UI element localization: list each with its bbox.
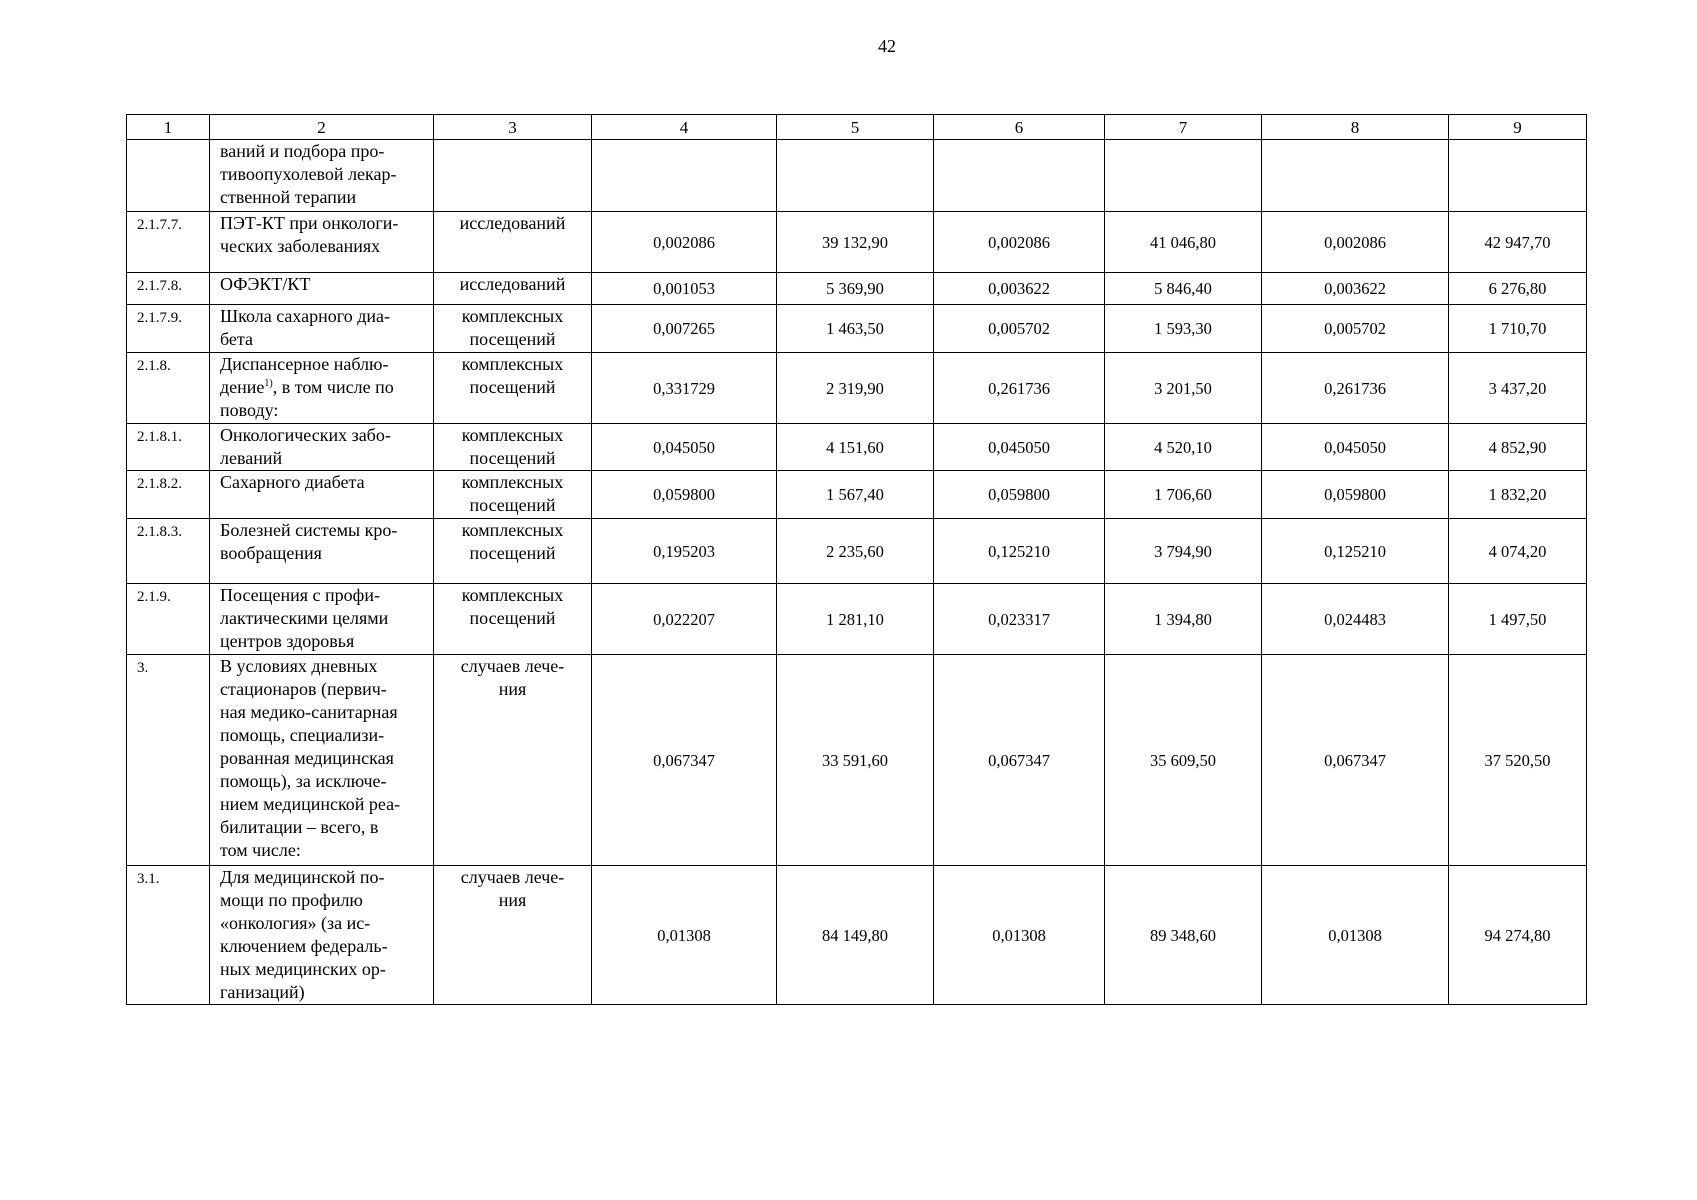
table-row [127,353,1587,424]
row-name: ваний и подбора про- тивоопухолевой лекар- ственной терапии [210,140,434,212]
value-cell: 0,022207 [592,584,777,655]
data-table [126,114,1587,1005]
row-unit: комплексных посещений [434,584,592,655]
value-cell: 0,003622 [934,273,1105,305]
value-cell: 0,01308 [1262,866,1449,1005]
value-cell: 3 794,90 [1105,519,1262,584]
row-unit: комплексных посещений [434,424,592,471]
value-cell: 0,01308 [934,866,1105,1005]
column-number: 2 [210,115,434,140]
row-name: Онкологических забо- леваний [210,424,434,471]
value-cell: 1 567,40 [777,471,934,519]
row-number: 2.1.9. [127,584,210,655]
value-cell: 0,067347 [1262,655,1449,866]
value-cell: 0,261736 [934,353,1105,424]
value-cell: 5 369,90 [777,273,934,305]
value-cell: 5 846,40 [1105,273,1262,305]
value-cell: 0,001053 [592,273,777,305]
value-cell [1449,140,1587,212]
value-cell: 0,045050 [1262,424,1449,471]
column-number: 8 [1262,115,1449,140]
column-number: 3 [434,115,592,140]
value-cell: 0,007265 [592,305,777,353]
column-number: 7 [1105,115,1262,140]
row-number: 2.1.7.9. [127,305,210,353]
row-name-part: Диспансерное наблю- дение [220,354,389,397]
value-cell: 0,024483 [1262,584,1449,655]
row-name: Болезней системы кро- вообращения [210,519,434,584]
value-cell: 2 319,90 [777,353,934,424]
column-number: 4 [592,115,777,140]
value-cell: 0,261736 [1262,353,1449,424]
row-name: В условиях дневных стационаров (первич- ная медико-санитарная помощь, специализи- рованная медицинская помощь), за исключе- нием медицинской реа- билитации – всего, в том числе: [210,655,434,866]
row-name: Школа сахарного диа- бета [210,305,434,353]
value-cell: 0,045050 [934,424,1105,471]
value-cell: 0,002086 [592,212,777,273]
value-cell: 1 706,60 [1105,471,1262,519]
row-number: 2.1.8.3. [127,519,210,584]
value-cell: 0,002086 [934,212,1105,273]
value-cell: 1 710,70 [1449,305,1587,353]
value-cell: 42 947,70 [1449,212,1587,273]
value-cell: 0,005702 [934,305,1105,353]
value-cell [1105,140,1262,212]
value-cell: 0,059800 [934,471,1105,519]
row-unit: случаев лече- ния [434,655,592,866]
value-cell: 0,067347 [934,655,1105,866]
value-cell: 0,059800 [592,471,777,519]
table-row [127,140,1587,212]
row-unit: случаев лече- ния [434,866,592,1005]
value-cell: 4 151,60 [777,424,934,471]
row-unit: исследований [434,273,592,305]
row-name [210,353,434,424]
value-cell: 1 497,50 [1449,584,1587,655]
row-number: 2.1.7.7. [127,212,210,273]
value-cell: 89 348,60 [1105,866,1262,1005]
value-cell: 3 201,50 [1105,353,1262,424]
value-cell: 0,045050 [592,424,777,471]
column-number: 9 [1449,115,1587,140]
row-unit: исследований [434,212,592,273]
value-cell: 0,002086 [1262,212,1449,273]
page-number: 42 [878,36,896,56]
value-cell [777,140,934,212]
row-name: Сахарного диабета [210,471,434,519]
table-row [127,212,1587,273]
row-name-part: , в том числе по поводу: [220,377,394,420]
value-cell: 0,125210 [1262,519,1449,584]
value-cell [934,140,1105,212]
row-number: 2.1.8.2. [127,471,210,519]
value-cell: 0,01308 [592,866,777,1005]
value-cell: 0,059800 [1262,471,1449,519]
value-cell: 1 463,50 [777,305,934,353]
value-cell: 41 046,80 [1105,212,1262,273]
row-name: Для медицинской по- мощи по профилю «онкология» (за ис- ключением федераль- ных медицинских ор- ганизаций) [210,866,434,1005]
row-name: ОФЭКТ/КТ [210,273,434,305]
row-unit: комплексных посещений [434,519,592,584]
value-cell [592,140,777,212]
column-number: 6 [934,115,1105,140]
value-cell: 0,331729 [592,353,777,424]
table-row [127,471,1587,519]
value-cell: 0,003622 [1262,273,1449,305]
column-number-row [127,115,1587,140]
row-unit: комплексных посещений [434,305,592,353]
value-cell: 6 276,80 [1449,273,1587,305]
value-cell: 0,125210 [934,519,1105,584]
table-row [127,273,1587,305]
row-number: 2.1.8.1. [127,424,210,471]
column-number: 1 [127,115,210,140]
row-number: 3.1. [127,866,210,1005]
value-cell: 0,005702 [1262,305,1449,353]
row-unit: комплексных посещений [434,471,592,519]
value-cell: 3 437,20 [1449,353,1587,424]
row-unit: комплексных посещений [434,353,592,424]
value-cell: 1 593,30 [1105,305,1262,353]
value-cell: 1 394,80 [1105,584,1262,655]
value-cell: 37 520,50 [1449,655,1587,866]
table-row [127,866,1587,1005]
row-number [127,140,210,212]
value-cell: 4 074,20 [1449,519,1587,584]
value-cell: 0,067347 [592,655,777,866]
footnote-marker: 1) [264,378,273,389]
value-cell: 0,195203 [592,519,777,584]
table-row [127,519,1587,584]
row-unit [434,140,592,212]
value-cell: 4 852,90 [1449,424,1587,471]
value-cell: 84 149,80 [777,866,934,1005]
value-cell: 1 281,10 [777,584,934,655]
table-row [127,584,1587,655]
row-number: 3. [127,655,210,866]
value-cell [1262,140,1449,212]
value-cell: 33 591,60 [777,655,934,866]
value-cell: 1 832,20 [1449,471,1587,519]
row-name: ПЭТ-КТ при онкологи- ческих заболеваниях [210,212,434,273]
table-row [127,305,1587,353]
value-cell: 2 235,60 [777,519,934,584]
value-cell: 4 520,10 [1105,424,1262,471]
table-row [127,424,1587,471]
column-number: 5 [777,115,934,140]
value-cell: 94 274,80 [1449,866,1587,1005]
value-cell: 39 132,90 [777,212,934,273]
value-cell: 35 609,50 [1105,655,1262,866]
value-cell: 0,023317 [934,584,1105,655]
row-number: 2.1.8. [127,353,210,424]
table-row [127,655,1587,866]
row-name: Посещения с профи- лактическими целями центров здоровья [210,584,434,655]
row-number: 2.1.7.8. [127,273,210,305]
